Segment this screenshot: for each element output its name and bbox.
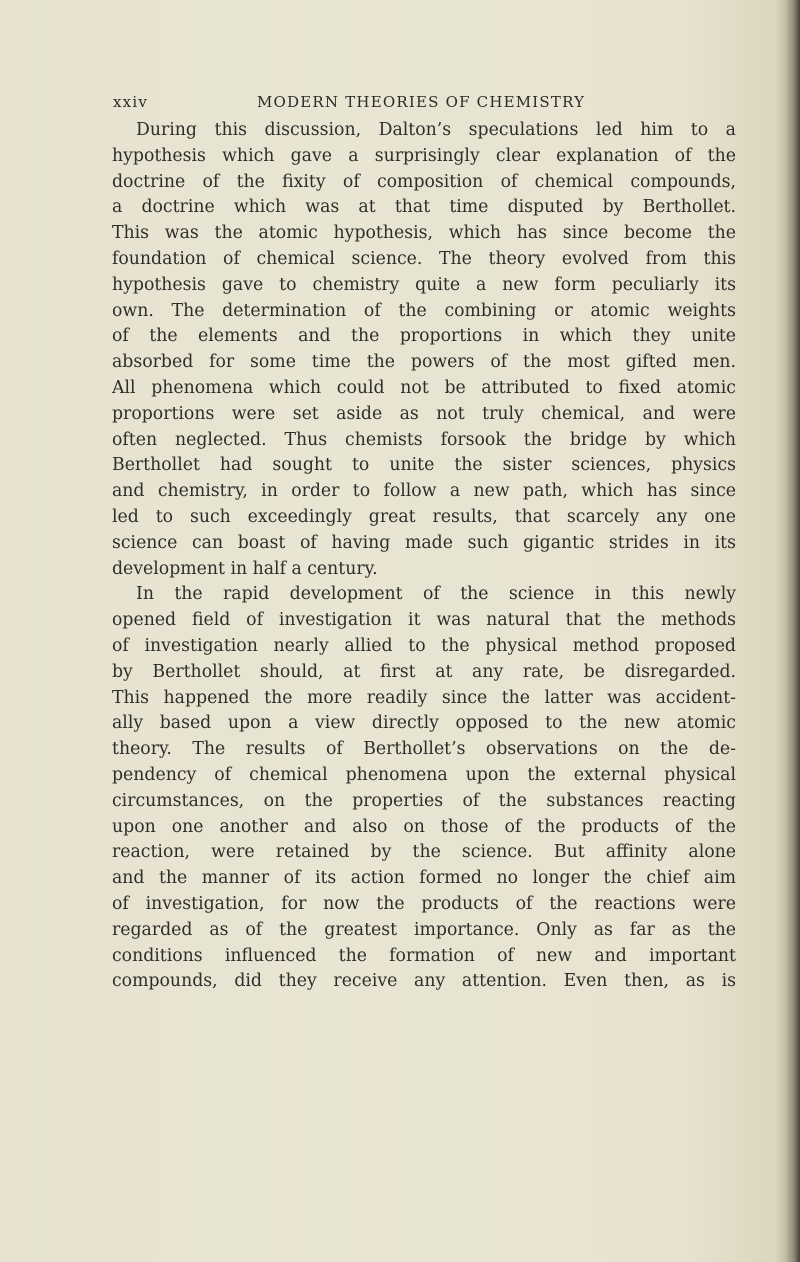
text-line: upon one another and also on those of the products of the <box>112 816 736 837</box>
text-line: science can boast of having made such gigantic strides in its <box>112 532 736 553</box>
text-line: development in half a century. <box>112 558 378 579</box>
text-line: reaction, were retained by the science. But affinity alone <box>112 842 736 863</box>
text-line: by Berthollet should, at first at any rate, be disregarded. <box>112 661 736 682</box>
text-line: hypothesis gave to chemistry quite a new form peculiarly its <box>112 274 736 295</box>
text-line: led to such exceedingly great results, that scarcely any one <box>112 506 736 527</box>
page-edge-shadow <box>786 0 800 1262</box>
text-line: doctrine of the fixity of composition of chemical compounds, <box>112 171 736 192</box>
text-line: theory. The results of Berthollet’s observations on the de- <box>112 739 736 760</box>
text-line: Berthollet had sought to unite the sister sciences, physics <box>112 455 736 476</box>
text-line: and chemistry, in order to follow a new path, which has since <box>112 481 736 502</box>
text-line: of investigation, for now the products of the reactions were <box>112 893 736 914</box>
text-line: a doctrine which was at that time disputed by Berthollet. <box>112 197 736 218</box>
text-line: absorbed for some time the powers of the most gifted men. <box>112 352 736 373</box>
text-line: and the manner of its action formed no longer the chief aim <box>112 868 736 889</box>
text-line: proportions were set aside as not truly chemical, and were <box>112 403 736 424</box>
running-head: MODERN THEORIES OF CHEMISTRY <box>257 93 586 111</box>
text-line: of the elements and the proportions in which they unite <box>112 326 736 347</box>
text-line: pendency of chemical phenomena upon the external physical <box>112 764 736 785</box>
page-number: xxiv <box>113 93 148 111</box>
text-line: ally based upon a view directly opposed to the new atomic <box>112 713 736 734</box>
text-line: circumstances, on the properties of the substances reacting <box>112 790 736 811</box>
text-line: conditions influenced the formation of new and important <box>112 945 736 966</box>
text-line: This was the atomic hypothesis, which has since become the <box>112 223 736 244</box>
page-header <box>113 93 733 115</box>
text-line: of investigation nearly allied to the physical method proposed <box>112 635 736 656</box>
text-line: regarded as of the greatest importance. Only as far as the <box>112 919 736 940</box>
text-line: opened field of investigation it was natural that the methods <box>112 610 736 631</box>
text-line: compounds, did they receive any attention. Even then, as is <box>112 971 736 992</box>
text-line: In the rapid development of the science in this newly <box>136 584 736 605</box>
text-line: foundation of chemical science. The theory evolved from this <box>112 248 736 269</box>
text-line: During this discussion, Dalton’s speculations led him to a <box>136 120 736 140</box>
text-line: This happened the more readily since the latter was accident- <box>112 687 736 708</box>
text-line: hypothesis which gave a surprisingly clear explanation of the <box>112 145 736 166</box>
text-line: own. The determination of the combining or atomic weights <box>112 300 736 321</box>
text-line: often neglected. Thus chemists forsook the bridge by which <box>112 429 736 450</box>
body-text <box>112 118 736 995</box>
text-line: All phenomena which could not be attributed to fixed atomic <box>112 377 736 398</box>
